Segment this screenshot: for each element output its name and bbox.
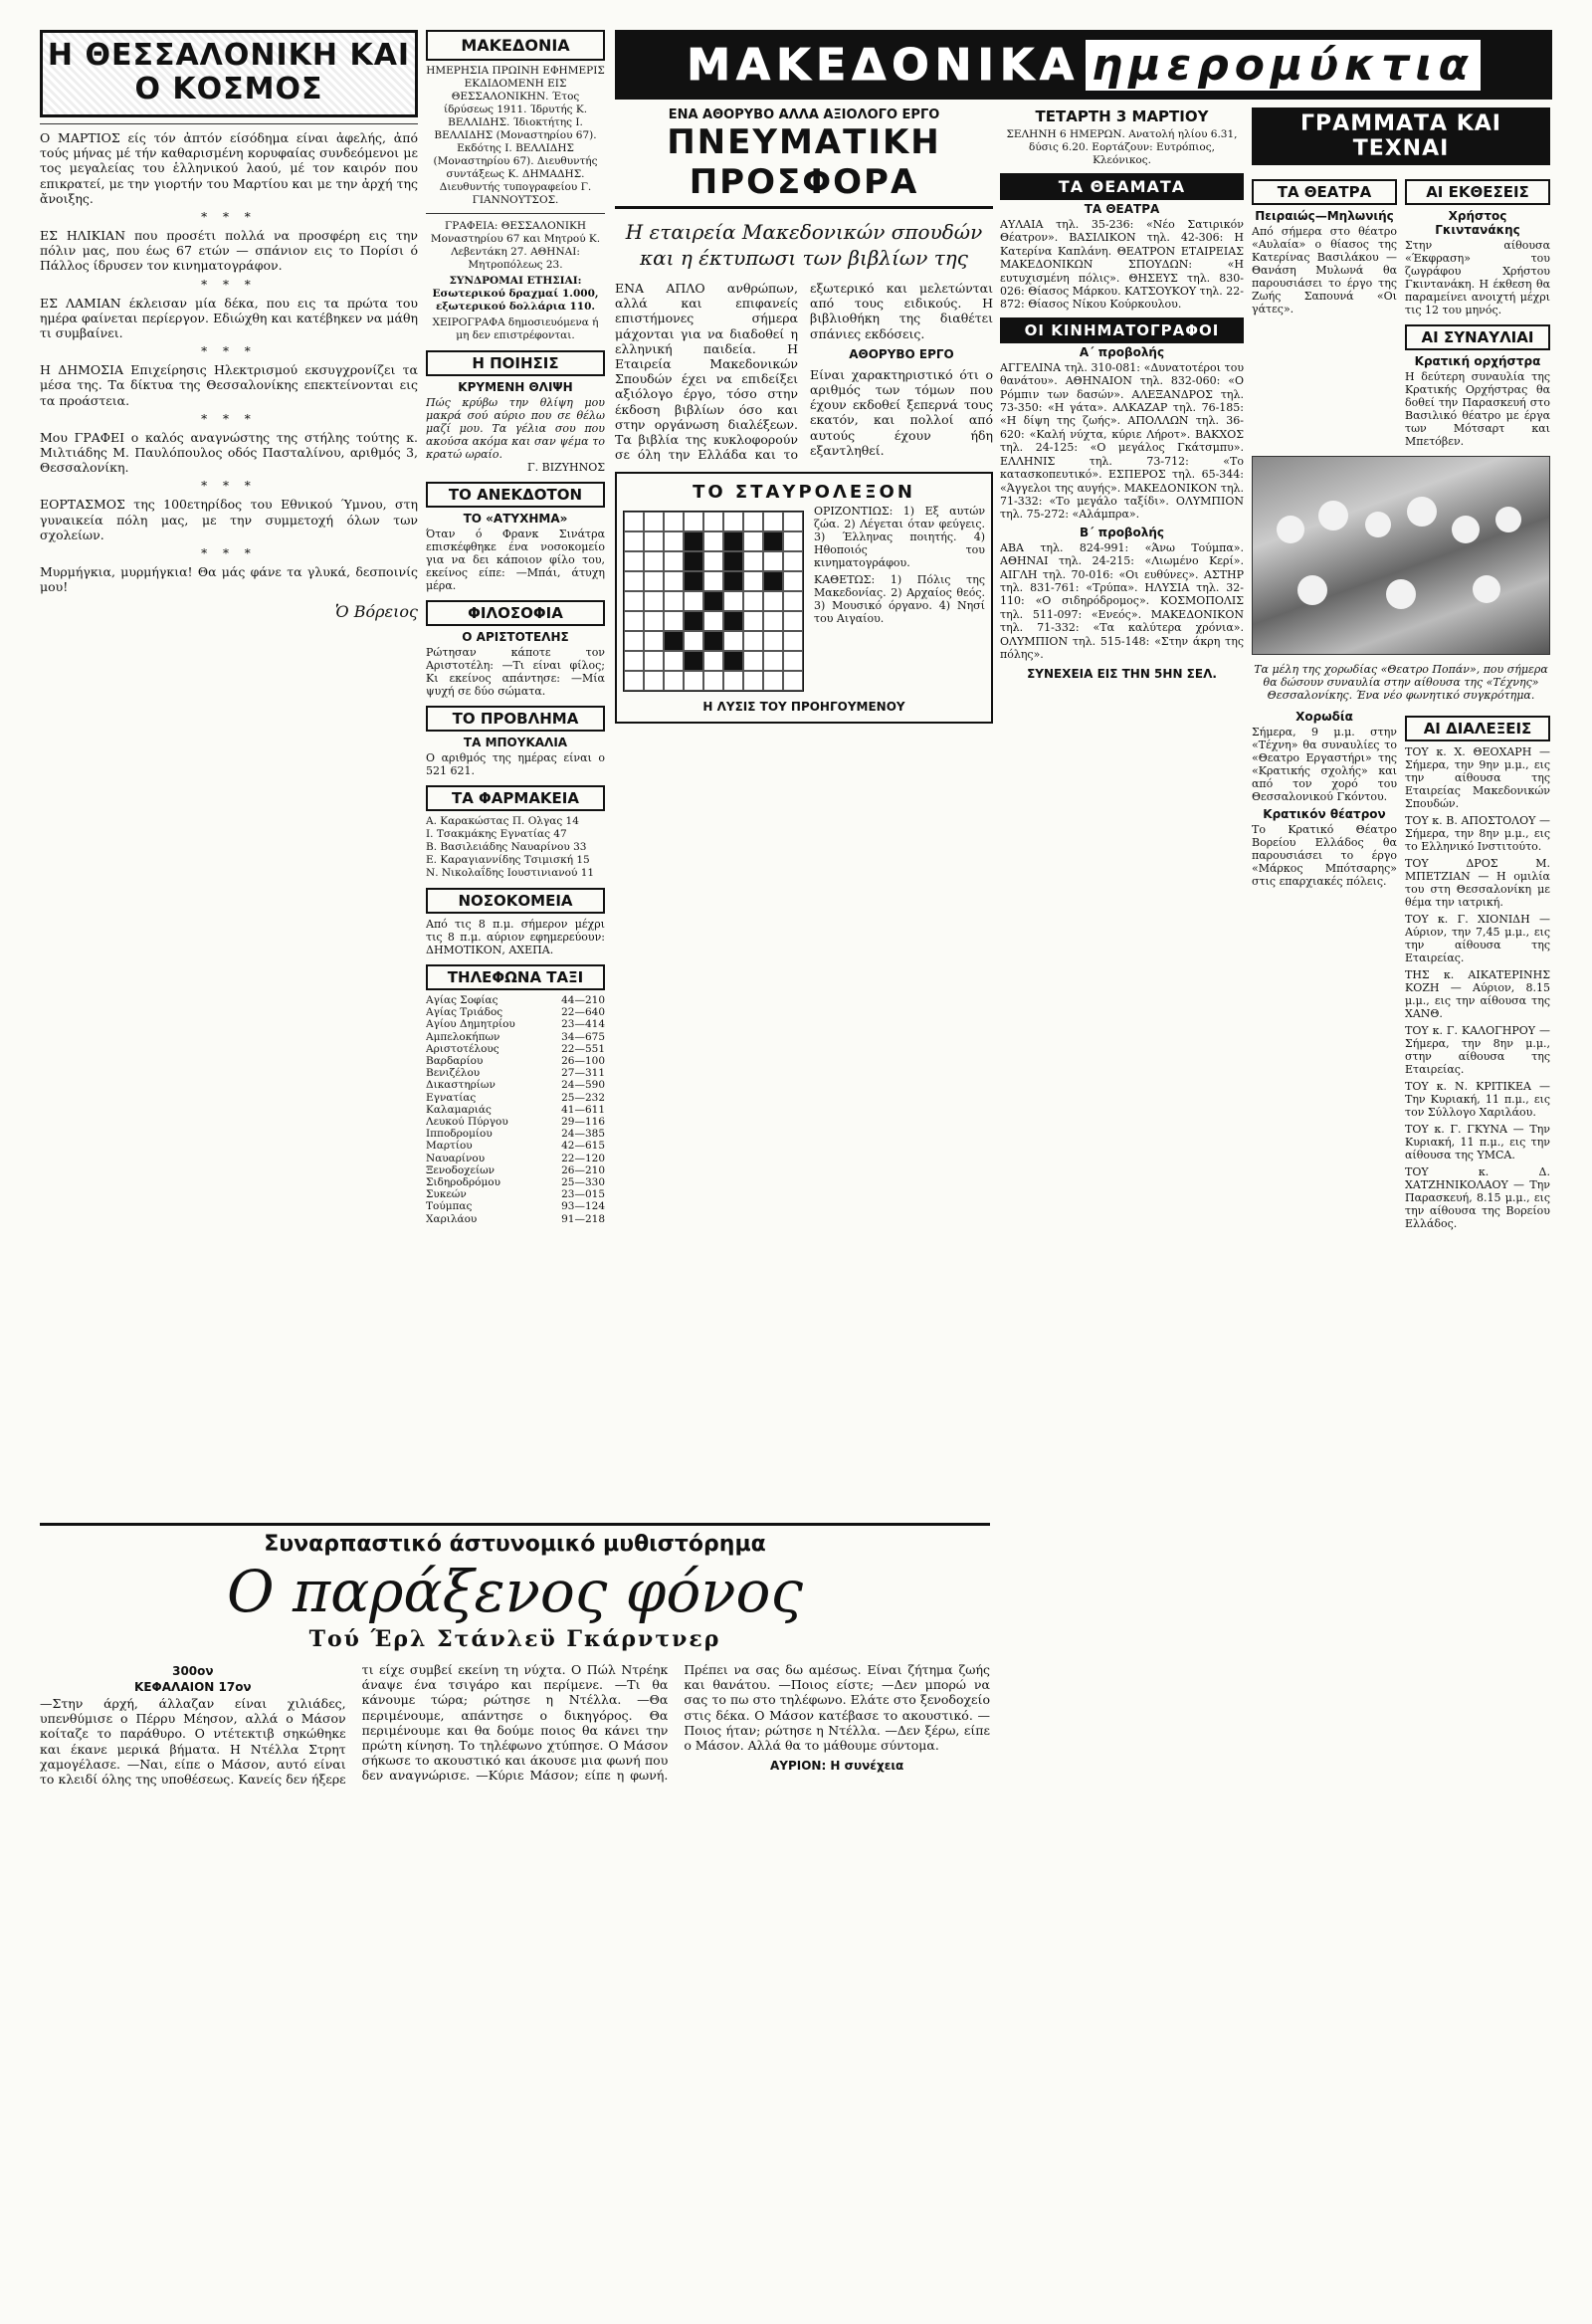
taxi-stand-number: 22—640 bbox=[561, 1006, 605, 1019]
pupil-text: Το Κρατικό Θέατρο Βορείου Ελλάδος θα παρουσιάσει το έργο «Μάρκος Μπότσαρης» στις επαρχιακές πόλεις. bbox=[1252, 823, 1397, 888]
article-paragraph: ΕΟΡΤΑΣΜΟΣ της 100ετηρίδος του Εθνικού Ύμνου, στη γυναικεία πόλη μας, με την συμμετοχή όλων των σχολείων. bbox=[40, 497, 418, 542]
taxi-stand-name: Σιδηροδρόμου bbox=[426, 1176, 500, 1189]
lecture-item: ΤΟΥ κ. Γ. ΚΑΛΟΓΗΡΟΥ — Σήμερα, την 8ην μ.μ., στην αίθουσα της Εταιρείας. bbox=[1405, 1024, 1550, 1076]
cinema-first-run: Α΄ προβολής bbox=[1079, 344, 1165, 359]
crossword-cell bbox=[703, 651, 723, 671]
pharmacy-item: Β. Βασιλειάδης Ναυαρίνου 33 bbox=[426, 841, 587, 853]
crossword-cell bbox=[664, 591, 684, 611]
taxi-phone-row bbox=[426, 1055, 605, 1067]
article-paragraph: Η ΔΗΜΟΣΙΑ Επιχείρησις Ηλεκτρισμού εκσυγχρονίζει τα μέσα της. Τα δίκτυα της Θεσσαλονίκης επεκτείνονται εις τα προάστεια. bbox=[40, 362, 418, 408]
taxi-stand-name: Καλαμαριάς bbox=[426, 1103, 492, 1116]
article-paragraph: ΕΣ ΛΑΜΙΑΝ έκλεισαν μία δέκα, που εις τα πρώτα του ημέρα φαίνεται περίεργον. Εδιώχθη και κατέβηκεν να μάθη τι συμβαίνει. bbox=[40, 295, 418, 341]
newspaper-logo: ΜΑΚΕΔΟΝΙΑ bbox=[426, 30, 605, 61]
offices-info: ΓΡΑΦΕΙΑ: ΘΕΣΣΑΛΟΝΙΚΗ Μοναστηρίου 67 και Μητρού Κ. Λεβεντάκη 27. ΑΘΗΝΑΙ: Μητροπόλεως 23. bbox=[430, 220, 601, 271]
crossword-across: ΟΡΙΖΟΝΤΙΩΣ: 1) Εξ αυτών ζώα. 2) Λέγεται όταν φεύγεις. 3) Έλληνας ποιητής. 4) Ηθοποιός του κινηματογράφου. bbox=[814, 505, 985, 570]
taxi-stand-number: 26—210 bbox=[561, 1163, 605, 1176]
arts-theatre-header: ΤΑ ΘΕΑΤΡΑ bbox=[1252, 179, 1397, 205]
concert-header: ΑΙ ΣΥΝΑΥΛΙΑΙ bbox=[1405, 324, 1550, 350]
crossword-cell bbox=[664, 671, 684, 691]
crossword-cell bbox=[783, 571, 803, 591]
taxi-stand-number: 25—232 bbox=[561, 1091, 605, 1104]
concert-text: Η δεύτερη συναυλία της Κρατικής Ορχήστρας θα δοθεί την Παρασκευή στο Βασιλικό θέατρο με έργα των Μότσαρτ και Μπετόβεν. bbox=[1405, 370, 1550, 448]
philosophy-text: Ρώτησαν κάποτε τον Αριστοτέλη: —Τι είναι φίλος; Κι εκείνος απάντησε: —Μία ψυχή σε δύο σώματα. bbox=[426, 646, 605, 698]
crossword-cell bbox=[703, 531, 723, 551]
choir-photo bbox=[1252, 456, 1550, 655]
crossword-cell bbox=[743, 571, 763, 591]
separator: * * * bbox=[201, 210, 257, 225]
masthead-right: ημερομύκτια bbox=[1086, 40, 1481, 91]
crossword-cell bbox=[783, 531, 803, 551]
crossword-cell bbox=[664, 651, 684, 671]
taxi-phone-row bbox=[426, 1031, 605, 1043]
crossword-cell bbox=[624, 571, 644, 591]
crossword-cell bbox=[763, 671, 783, 691]
crossword-cell bbox=[624, 631, 644, 651]
crossword-cell bbox=[763, 651, 783, 671]
crossword-grid bbox=[623, 511, 804, 692]
feature-kicker: ΕΝΑ ΑΘΟΡΥΒΟ ΑΛΛΑ ΑΞΙΟΛΟΓΟ ΕΡΓΟ bbox=[668, 107, 940, 122]
anecdote-header: ΤΟ ΑΝΕΚΔΟΤΟΝ bbox=[426, 482, 605, 508]
taxi-stand-number: 41—611 bbox=[561, 1103, 605, 1116]
crossword-cell bbox=[664, 531, 684, 551]
taxi-stand-name: Χαριλάου bbox=[426, 1212, 478, 1225]
lecture-item: ΤΟΥ κ. Β. ΑΠΟΣΤΟΛΟΥ — Σήμερα, την 8ην μ.μ., εις το Ελληνικό Ινστιτούτο. bbox=[1405, 814, 1550, 853]
taxi-stand-name: Ιπποδρομίου bbox=[426, 1128, 493, 1141]
lectures-header: ΑΙ ΔΙΑΛΕΞΕΙΣ bbox=[1405, 716, 1550, 741]
pharmacy-item: Ε. Καραγιαννίδης Τσιμισκή 15 bbox=[426, 854, 590, 866]
arts-theatre-text: Από σήμερα στο θέατρο «Αυλαία» ο θίασος της Κατερίνας Βασιλάκου — Θανάση Μυλωνά θα παρουσιάσει το έργο της Ζωής Σαπουνά «Οι γάτες». bbox=[1252, 225, 1397, 316]
theatre-listings: ΑΥΛΑΙΑ τηλ. 35-236: «Νέο Σατιρικόν Θέατρον». ΒΑΣΙΛΙΚΟΝ τηλ. 42-306: Η Κατερίνα Καπλάνη. ΘΕΑΤΡΟΝ ΕΤΑΙΡΕΙΑΣ ΜΑΚΕΔΟΝΙΚΩΝ ΣΠΟΥΔΩΝ: «Η ευτυχισμένη πόλις». ΘΗΣΕΥΣ τηλ. 830-026: Θίασος Μάρκου. ΚΑΤΣΟΥΚΟΥ τηλ. 22-872: Θίασος Νίκου Κούρκουλου. bbox=[1000, 218, 1244, 312]
crossword-cell bbox=[783, 611, 803, 631]
novel-body-columns bbox=[40, 1662, 990, 2259]
arts-title: ΓΡΑΜΜΑΤΑ ΚΑΙ ΤΕΧΝΑΙ bbox=[1252, 107, 1550, 165]
taxi-stand-number: 93—124 bbox=[561, 1200, 605, 1213]
crossword-cell bbox=[763, 551, 783, 571]
feature-title: ΠΝΕΥΜΑΤΙΚΗ ΠΡΟΣΦΟΡΑ bbox=[615, 122, 993, 209]
crossword-cell bbox=[703, 611, 723, 631]
taxi-phone-row bbox=[426, 1067, 605, 1079]
poetry-header: Η ΠΟΙΗΣΙΣ bbox=[426, 350, 605, 376]
taxi-phone-row bbox=[426, 1153, 605, 1164]
lecture-item: ΤΟΥ κ. Γ. ΧΙΟΝΙΔΗ — Αύριον, την 7,45 μ.μ., εις την αίθουσα της Εταιρείας. bbox=[1405, 913, 1550, 964]
anecdote-title: ΤΟ «ΑΤΥΧΗΜΑ» bbox=[463, 512, 568, 526]
article-paragraph: Ο ΜΑΡΤΙΟΣ είς τόν ἀπτόν είσόδημα είναι ἀφελής, ἀπό τούς μήνας μέ τήν καθαρισμένη κορυφαίας συνδεόμενοι με τος μεγαλείας του ἑλληνικού λαού, μέ τον καιρόν που επικρατεί, με την γιορτήν του Μαρτίου και με την ἀρχή της ἄνοιξης. bbox=[40, 130, 418, 206]
taxi-stand-number: 91—218 bbox=[561, 1212, 605, 1225]
column-feature bbox=[615, 107, 993, 1202]
column-arts bbox=[1252, 107, 1550, 1949]
crossword-cell bbox=[703, 551, 723, 571]
crossword-cell bbox=[783, 512, 803, 531]
column-thessaloniki: Η ΘΕΣΣΑΛΟΝΙΚΗ ΚΑΙ Ο ΚΟΣΜΟΣ Ο ΜΑΡΤΙΟΣ είς τόν ἀπτόν είσόδημα είναι ἀφελής, ἀπό τούς μήνας μέ τήν καθαρισμένη κορυφαίας συνδεόμενοι με τος μεγαλείας του ἑλληνικού λαού, μέ τον καιρόν που επικρατεί, με την γιορτήν του Μαρτίου και με την ἀρχή της ἄνοιξης. * * * ΕΣ ΗΛΙΚΙΑΝ που προσέτι πολλά να προσφέρη εις την πόλιν μας, που έως 67 ετών — σπάνιον εις το Πορίσι ό Πάλλος ίδρυσεν τον κινηματογράφον. * * * ΕΣ ΛΑΜΙΑΝ έκλεισαν μία δέκα, που εις τα πρώτα του ημέρα φαίνεται περίεργον. Εδιώχθη και κατέβηκεν να μάθη τι συμβαίνει. * * * Η ΔΗΜΟΣΙΑ Επιχείρησις Ηλεκτρισμού εκσυγχρονίζει τα μέσα της. Τα δίκτυα της Θεσσαλονίκης επεκτείνονται εις τα προάστεια. * * * Μου ΓΡΑΦΕΙ ο καλός αναγνώστης της στήλης τούτης κ. Μιλτιάδης Μ. Παυλόπουλος οδός Πασταλίνου, αριθμός 3, Θεσσαλονίκη. * * * ΕΟΡΤΑΣΜΟΣ της 100ετηρίδος του Εθνικού Ύμνου, στη γυναικεία πόλη μας, με την συμμετοχή όλων των σχολείων. * * * Μυρμήγκια, μυρμήγκια! Θα μάς φάνε τα γλυκά, δεσποινίς μου! Ὁ Βόρειος bbox=[40, 30, 418, 1523]
crossword-cell bbox=[703, 631, 723, 651]
crossword-cell bbox=[644, 631, 664, 651]
problem-title: ΤΑ ΜΠΟΥΚΑΛΙΑ bbox=[463, 736, 568, 749]
taxi-stand-name: Μαρτίου bbox=[426, 1140, 473, 1153]
crossword-cell bbox=[684, 551, 703, 571]
philosophy-title: Ο ΑΡΙΣΤΟΤΕΛΗΣ bbox=[462, 630, 569, 644]
feature-body: ΕΝΑ ΑΠΛΟ ανθρώπων, αλλά και επιφανείς επιστήμονες σήμερα μάχονται για να διαδοθεί η ελληνική παιδεία. Η Εταιρεία Μακεδονικών Σπουδών έχει να επιδείξει αξιόλογο έργο, τόσο στην έκδοση βιβλίων όσο και στην οργάνωση διαλέξεων. Τα βιβλία της κυκλοφορούν σε όλη την Ελλάδα και το εξωτερικό και μελετώνται από τους ειδικούς. Η βιβλιοθήκη της διαθέτει σπάνιες εκδόσεις. bbox=[615, 281, 993, 463]
feature-body-2: Είναι χαρακτηριστικό ότι ο αριθμός των τόμων που έχουν εκδοθεί ξεπερνά τους εκατόν, και πολλοί από αυτούς έχουν ήδη εξαντληθεί. bbox=[810, 366, 993, 458]
taxi-phone-row bbox=[426, 1104, 605, 1116]
novel-footer: ΑΥΡΙΟΝ: Η συνέχεια bbox=[769, 1759, 904, 1774]
hospital-text: Από τις 8 π.μ. σήμερον μέχρι τις 8 π.μ. αύριον εφημερεύουν: ΔΗΜΟΤΙΚΟΝ, ΑΧΕΠΑ. bbox=[426, 918, 605, 956]
crossword-cell bbox=[743, 591, 763, 611]
lecture-item: ΤΟΥ κ. Δ. ΧΑΤΖΗΝΙΚΟΛΑΟΥ — Την Παρασκευή, 8.15 μ.μ., εις την αίθουσα της Βορείου Ελλάδος. bbox=[1405, 1165, 1550, 1230]
taxi-stand-number: 24—385 bbox=[561, 1128, 605, 1141]
taxi-stand-name: Ξενοδοχείων bbox=[426, 1163, 496, 1176]
novel-title: Ο παράξενος φόνος bbox=[227, 1558, 803, 1625]
crossword-cell bbox=[684, 651, 703, 671]
taxi-stand-number: 44—210 bbox=[561, 994, 605, 1006]
crossword-cell bbox=[703, 512, 723, 531]
crossword-cell bbox=[743, 551, 763, 571]
taxi-stand-name: Τούμπας bbox=[426, 1200, 473, 1213]
section-masthead bbox=[615, 30, 1552, 100]
theatres-subheader: ΤΑ ΘΕΑΤΡΑ bbox=[1084, 202, 1160, 216]
crossword-cell bbox=[723, 611, 743, 631]
pharmacy-item: Ι. Τσακμάκης Εγνατίας 47 bbox=[426, 828, 567, 840]
pharmacy-list bbox=[426, 815, 605, 880]
crossword-cell bbox=[664, 512, 684, 531]
cinema-listings-second: ΑΒΑ τηλ. 824-991: «Άνω Τούμπα». ΑΘΗΝΑΙ τηλ. 24-215: «Λιωμένο Κερί». ΑΙΓΛΗ τηλ. 70-016: «Οι ευθύνες». ΑΣΤΗΡ τηλ. 831-761: «Τρύπα». ΗΛΥΣΙΑ τηλ. 32-110: «Ο σιδηρόδρομος». ΚΟΣΜΟΠΟΛΙΣ τηλ. 511-097: «Ενεός». ΜΑΚΕΔΟΝΙΚΟΝ τηλ. 71-332: «Τα καλύτερα χρόνια». ΟΛΥΜΠΙΟΝ τηλ. 515-148: «Στην άκρη της πόλης». bbox=[1000, 540, 1244, 661]
crossword-cell bbox=[723, 591, 743, 611]
crossword-cell bbox=[684, 571, 703, 591]
crossword-cell bbox=[624, 671, 644, 691]
taxi-stand-number: 23—015 bbox=[561, 1188, 605, 1201]
crossword-cell bbox=[763, 512, 783, 531]
crossword-cell bbox=[644, 531, 664, 551]
shows-header: ΤΑ ΘΕΑΜΑΤΑ bbox=[1000, 173, 1244, 200]
crossword-down: ΚΑΘΕΤΩΣ: 1) Πόλις της Μακεδονίας. 2) Αρχαίος θεός. 3) Μουσικό όργανο. 4) Νησί του Αιγαίου. bbox=[814, 573, 985, 626]
taxi-stand-number: 23—414 bbox=[561, 1018, 605, 1031]
crossword-title: ΤΟ ΣΤΑΥΡΟΛΕΞΟΝ bbox=[693, 482, 915, 504]
taxi-stand-name: Συκεών bbox=[426, 1188, 467, 1201]
taxi-stand-name: Δικαστηρίων bbox=[426, 1079, 496, 1092]
crossword-cell bbox=[624, 512, 644, 531]
lecture-list bbox=[1405, 745, 1550, 1230]
crossword-cell bbox=[644, 551, 664, 571]
crossword-cell bbox=[723, 631, 743, 651]
pharmacy-header: ΤΑ ΦΑΡΜΑΚΕΙΑ bbox=[426, 785, 605, 811]
crossword-cell bbox=[743, 611, 763, 631]
crossword-cell bbox=[783, 651, 803, 671]
arts-theatre-sub: Πειραιώς—Μηλωνιής bbox=[1255, 209, 1394, 223]
masthead-info: ΗΜΕΡΗΣΙΑ ΠΡΩΙΝΗ ΕΦΗΜΕΡΙΣ ΕΚΔΙΔΟΜΕΝΗ ΕΙΣ ΘΕΣΣΑΛΟΝΙΚΗΝ. Έτος ίδρύσεως 1911. Ίδρυτής Κ. ΒΕΛΛΙΔΗΣ. Ίδιοκτήτης Ι. ΒΕΛΛΙΔΗΣ (Μοναστηρίου 67). Εκδότης Ι. ΒΕΛΛΙΔΗΣ (Μοναστηρίου 67). Διευθυντής συντάξεως Κ. ΔΗΜΑΔΗΣ. Διευθυντής τυπογραφείου Γ. ΓΙΑΝΝΟΥΤΣΟΣ. bbox=[426, 65, 605, 206]
date-box: ΤΕΤΑΡΤΗ 3 ΜΑΡΤΙΟΥ bbox=[1035, 107, 1209, 125]
crossword-cell bbox=[664, 571, 684, 591]
crossword-cell bbox=[644, 512, 664, 531]
novel-kicker: Συναρπαστικό άστυνομικό μυθιστόρημα bbox=[264, 1532, 766, 1557]
taxi-stand-number: 22—551 bbox=[561, 1042, 605, 1055]
taxi-stand-number: 29—116 bbox=[561, 1116, 605, 1129]
poetry-title: ΚΡΥΜΕΝΗ ΘΛΙΨΗ bbox=[458, 380, 573, 394]
feature-subhead: ΑΘΟΡΥΒΟ ΕΡΓΟ bbox=[849, 346, 954, 361]
novel-author: Τού Έρλ Στάνλεϋ Γκάρντνερ bbox=[308, 1626, 721, 1652]
crossword-cell bbox=[684, 671, 703, 691]
feature-deck: Η εταιρεία Μακεδονικών σπουδών και η έκτυπωσι των βιβλίων της bbox=[625, 220, 983, 270]
dance-header: Χορωδία bbox=[1295, 710, 1353, 724]
subscription-info: ΣΥΝΔΡΟΜΑΙ ΕΤΗΣΙΑΙ: Εσωτερικού δραχμαί 1.000, εξωτερικού δολλάρια 110. bbox=[432, 275, 599, 313]
crossword-cell bbox=[703, 671, 723, 691]
crossword-cell bbox=[644, 651, 664, 671]
crossword-cell bbox=[723, 651, 743, 671]
taxi-phone-row bbox=[426, 1200, 605, 1212]
crossword-cell bbox=[624, 651, 644, 671]
lecture-item: ΤΟΥ κ. Ν. ΚΡΙΤΙΚΕΑ — Την Κυριακή, 11 π.μ., εις τον Σύλλογο Χαριλάου. bbox=[1405, 1080, 1550, 1119]
masthead-left: ΜΑΚΕΔΟΝΙΚΑ bbox=[687, 39, 1081, 91]
taxi-stand-number: 34—675 bbox=[561, 1030, 605, 1043]
taxi-phone-list bbox=[426, 994, 605, 1225]
crossword-cell bbox=[743, 531, 763, 551]
almanac-info: ΣΕΛΗΝΗ 6 ΗΜΕΡΩΝ. Ανατολή ηλίου 6.31, δύσις 6.20. Εορτάζουν: Ευτρόπιος, Κλεόνικος. bbox=[1006, 128, 1238, 166]
taxi-phones-header: ΤΗΛΕΦΩΝΑ ΤΑΞΙ bbox=[426, 964, 605, 990]
crossword-cell bbox=[664, 551, 684, 571]
continuation-note: ΣΥΝΕΧΕΙΑ ΕΙΣ ΤΗΝ 5ΗΝ ΣΕΛ. bbox=[1027, 667, 1217, 682]
crossword-cell bbox=[783, 551, 803, 571]
taxi-phone-row bbox=[426, 1079, 605, 1091]
crossword-cell bbox=[644, 591, 664, 611]
crossword-cell bbox=[763, 591, 783, 611]
crossword-cell bbox=[743, 651, 763, 671]
poetry-text: Πώς κρύβω την θλίψη μου μακρά σού αύριο που σε θέλω μαζί μου. Τα γέλια σου που ακούσα ακόμα και σαν ψέμα το κρατώ ωραίο. bbox=[426, 396, 605, 461]
crossword-cell bbox=[684, 591, 703, 611]
taxi-phone-row bbox=[426, 1018, 605, 1030]
taxi-phone-row bbox=[426, 1176, 605, 1188]
crossword-cell bbox=[723, 551, 743, 571]
novel-body: —Στην άρχή, άλλαζαν είναι χιλιάδες, υπενθύμισε ο Πέρρυ Μέησον, αλλά ο Μάσον κοίταζε το παράθυρο. Ο ντέτεκτιβ σηκώθηκε και έκανε μερικά βήματα. Η Ντέλλα Στρητ χαμογέλασε. —Ναι, είπε ο Μάσον, αυτό είναι το κλειδί όλης της υποθέσεως. Κανείς δεν ήξερε τι είχε συμβεί εκείνη τη νύχτα. Ο Πώλ Ντρέηκ άναψε ένα τσιγάρο και περίμενε. —Τι θα κάνουμε τώρα; ρώτησε η Ντέλλα. —Θα περιμένουμε, απάντησε ο δικηγόρος. Θα περιμένουμε και θα δούμε ποιος θα κάνει την πρώτη κίνηση. Το τηλέφωνο χτύπησε. Ο Μάσον σήκωσε το ακουστικό και άκουσε μια φωνή που δεν αναγνώρισε. —Κύριε Μάσον; είπε η φωνή. Πρέπει να σας δω αμέσως. Είναι ζήτημα ζωής και θανάτου. —Ποιος είστε; —Δεν μπορώ να σας το πω στο τηλέφωνο. Ελάτε στο ξενοδοχείο στις δέκα. Ο Μάσον κατέβασε το ακουστικό. —Ποιος ήταν; ρώτησε η Ντέλλα. —Δεν ξέρω, είπε ο Μάσον. Αλλά θα το μάθουμε σύντομα. bbox=[40, 1662, 990, 1788]
taxi-stand-name: Ναυαρίνου bbox=[426, 1152, 486, 1164]
cinema-listings-first: ΑΓΓΕΛΙΝΑ τηλ. 310-081: «Δυνατοτέροι του θανάτου». ΑΘΗΝΑΙΟΝ τηλ. 832-060: «Ο Ρόμπιν των δασών». ΑΛΕΞΑΝΔΡΟΣ τηλ. 73-350: «Η γάτα». ΑΛΚΑΖΑΡ τηλ. 76-185: «Η δίψη της ζωής». ΑΠΟΛΛΩΝ τηλ. 36-620: «Καλή νύχτα, κύριε Λήροτ». ΒΑΚΧΟΣ τηλ. 24-125: «Ο μεγάλος Γκάτσμπυ». ΕΛΛΗΝΙΣ τηλ. 73-712: «Το κατασκοπευτικό». ΕΣΠΕΡΟΣ τηλ. 65-344: «Άγγελοι της αυγής». ΜΑΚΕΔΟΝΙΚΟΝ τηλ. 71-332: «Το μεγάλο ταξίδι». ΟΛΥΜΠΙΟΝ τηλ. 75-272: «Αλάμπρα». bbox=[1000, 360, 1244, 522]
crossword-cell bbox=[763, 631, 783, 651]
philosophy-header: ΦΙΛΟΣΟΦΙΑ bbox=[426, 600, 605, 626]
taxi-phone-row bbox=[426, 1043, 605, 1055]
taxi-stand-number: 25—330 bbox=[561, 1176, 605, 1189]
taxi-phone-row bbox=[426, 1116, 605, 1128]
taxi-stand-number: 24—590 bbox=[561, 1079, 605, 1092]
novel-chapter: ΚΕΦΑΛΑΙΟΝ 17ον bbox=[134, 1680, 252, 1694]
exhibit-text: Στην αίθουσα «Έκφραση» του ζωγράφου Χρήστου Γκιντανάκη. Η έκθεση θα παραμείνει ανοιχτή μέχρι τις 12 του μηνός. bbox=[1405, 239, 1550, 317]
crossword-cell bbox=[624, 531, 644, 551]
column-listings bbox=[1000, 107, 1244, 1949]
crossword-cell bbox=[743, 671, 763, 691]
taxi-phone-row bbox=[426, 1213, 605, 1225]
crossword-cell bbox=[743, 631, 763, 651]
crossword-solution-header: Η ΛΥΣΙΣ ΤΟΥ ΠΡΟΗΓΟΥΜΕΝΟΥ bbox=[702, 700, 905, 715]
pharmacy-item: Α. Καρακώστας Π. Ολγας 14 bbox=[426, 815, 579, 827]
lecture-item: ΤΟΥ κ. Γ. ΓΚΥΝΑ — Την Κυριακή, 11 π.μ., εις την αίθουσα της ΥΜCA. bbox=[1405, 1123, 1550, 1162]
hospital-header: ΝΟΣΟΚΟΜΕΙΑ bbox=[426, 888, 605, 914]
crossword-cell bbox=[763, 571, 783, 591]
exhibit-sub: Χρήστος Γκιντανάκης bbox=[1435, 209, 1520, 237]
taxi-stand-number: 42—615 bbox=[561, 1140, 605, 1153]
crossword-cell bbox=[684, 631, 703, 651]
crossword-cell bbox=[644, 611, 664, 631]
article-paragraph: Μυρμήγκια, μυρμήγκια! Θα μάς φάνε τα γλυκά, δεσποινίς μου! bbox=[40, 564, 418, 595]
taxi-phone-row bbox=[426, 994, 605, 1006]
exhibit-header: ΑΙ ΕΚΘΕΣΕΙΣ bbox=[1405, 179, 1550, 205]
serial-novel bbox=[40, 1523, 990, 2309]
cinema-second-run: Β΄ προβολής bbox=[1079, 525, 1165, 539]
pupil-header: Κρατικόν θέατρον bbox=[1263, 807, 1386, 821]
crossword-cell bbox=[703, 571, 723, 591]
column-title: Η ΘΕΣΣΑΛΟΝΙΚΗ ΚΑΙ Ο ΚΟΣΜΟΣ bbox=[40, 30, 418, 117]
crossword-box bbox=[615, 472, 993, 724]
crossword-cell bbox=[624, 551, 644, 571]
taxi-stand-name: Αγίου Δημητρίου bbox=[426, 1018, 515, 1031]
taxi-stand-name: Βενιζέλου bbox=[426, 1067, 481, 1080]
crossword-cell bbox=[763, 531, 783, 551]
crossword-cell bbox=[723, 512, 743, 531]
lecture-item: ΤΟΥ ΔΡΟΣ Μ. ΜΠΕΤΖΙΑΝ — Η ομιλία του στη Θεσσαλονίκη με θέμα την ιατρική. bbox=[1405, 857, 1550, 909]
taxi-stand-name: Αγίας Σοφίας bbox=[426, 994, 498, 1006]
taxi-stand-number: 27—311 bbox=[561, 1067, 605, 1080]
concert-sub: Κρατική ορχήστρα bbox=[1414, 354, 1541, 368]
article-paragraph: Μου ΓΡΑΦΕΙ ο καλός αναγνώστης της στήλης τούτης κ. Μιλτιάδης Μ. Παυλόπουλος οδός Πασταλίνου, αριθμός 3, Θεσσαλονίκη. bbox=[40, 429, 418, 476]
taxi-phone-row bbox=[426, 1140, 605, 1152]
taxi-phone-row bbox=[426, 1188, 605, 1200]
taxi-stand-number: 22—120 bbox=[561, 1152, 605, 1164]
crossword-cell bbox=[664, 631, 684, 651]
photo-caption: Τα μέλη της χορωδίας «Θεατρο Ποπάν», που σήμερα θα δώσουν συναυλία στην αίθουσα της «Τέχνης» Θεσσαλονίκης. Ένα νέο φωνητικό συγκρότημα. bbox=[1254, 663, 1548, 702]
dance-text: Σήμερα, 9 μ.μ. στην «Τέχνη» θα συναυλίες το «Θεατρο Εργαστήρι» της «Κρατικής σχολής» και από τον χορό του Θεσσαλονικού Γκόντου. bbox=[1252, 726, 1397, 803]
taxi-phone-row bbox=[426, 1006, 605, 1018]
taxi-stand-name: Βαρδαρίου bbox=[426, 1055, 484, 1068]
taxi-stand-name: Αγίας Τριάδος bbox=[426, 1006, 503, 1019]
crossword-cell bbox=[703, 591, 723, 611]
column-info bbox=[426, 30, 605, 1523]
crossword-cell bbox=[783, 591, 803, 611]
taxi-stand-name: Αριστοτέλους bbox=[426, 1042, 499, 1055]
crossword-cell bbox=[763, 611, 783, 631]
crossword-cell bbox=[684, 512, 703, 531]
crossword-cell bbox=[723, 531, 743, 551]
taxi-phone-row bbox=[426, 1092, 605, 1104]
crossword-cell bbox=[783, 671, 803, 691]
anecdote-text: Όταν ό Φρανκ Σινάτρα επισκέφθηκε ένα νοσοκομείο για να δει κάποιον φίλο του, εκείνος είπε: —Μπάι, άτυχη μέρα. bbox=[426, 528, 605, 592]
taxi-phone-row bbox=[426, 1128, 605, 1140]
crossword-cell bbox=[624, 591, 644, 611]
taxi-stand-name: Λευκού Πύργου bbox=[426, 1116, 508, 1129]
taxi-stand-name: Εγνατίας bbox=[426, 1091, 477, 1104]
crossword-cell bbox=[644, 571, 664, 591]
crossword-cell bbox=[624, 611, 644, 631]
problem-header: ΤΟ ΠΡΟΒΛΗΜΑ bbox=[426, 706, 605, 732]
taxi-stand-name: Αμπελοκήπων bbox=[426, 1030, 500, 1043]
article-paragraph: ΕΣ ΗΛΙΚΙΑΝ που προσέτι πολλά να προσφέρη εις την πόλιν μας, που έως 67 ετών — σπάνιον εις το Πορίσι ό Πάλλος ίδρυσεν τον κινηματογράφον. bbox=[40, 228, 418, 274]
cinema-header: ΟΙ ΚΙΝΗΜΑΤΟΓΡΑΦΟΙ bbox=[1000, 317, 1244, 343]
crossword-cell bbox=[664, 611, 684, 631]
taxi-phone-row bbox=[426, 1164, 605, 1176]
problem-answer: Ο αριθμός της ημέρας είναι ο 521 621. bbox=[426, 751, 605, 777]
crossword-cell bbox=[743, 512, 763, 531]
lecture-item: ΤΗΣ κ. ΑΙΚΑΤΕΡΙΝΗΣ ΚΟΖΗ — Αύριον, 8.15 μ.μ., εις την αίθουσα της ΧΑΝΘ. bbox=[1405, 968, 1550, 1020]
novel-episode: 300ον bbox=[172, 1664, 214, 1678]
crossword-cell bbox=[684, 611, 703, 631]
crossword-cell bbox=[684, 531, 703, 551]
notice-info: ΧΕΙΡΟΓΡΑΦΑ δημοσιευόμενα ή μη δεν επιστρέφονται. bbox=[432, 317, 599, 341]
column-signature: Ὁ Βόρειος bbox=[334, 602, 418, 622]
lecture-item: ΤΟΥ κ. Χ. ΘΕΟΧΑΡΗ — Σήμερα, την 9ην μ.μ., εις την αίθουσα της Εταιρείας Μακεδονικών Σπουδών. bbox=[1405, 745, 1550, 810]
poetry-author: Γ. ΒΙΖΥΗΝΟΣ bbox=[527, 461, 605, 474]
crossword-cell bbox=[644, 671, 664, 691]
crossword-cell bbox=[723, 671, 743, 691]
pharmacy-item: Ν. Νικολαΐδης Ιουστινιανού 11 bbox=[426, 867, 595, 879]
crossword-cell bbox=[723, 571, 743, 591]
taxi-stand-number: 26—100 bbox=[561, 1055, 605, 1068]
crossword-cell bbox=[783, 631, 803, 651]
